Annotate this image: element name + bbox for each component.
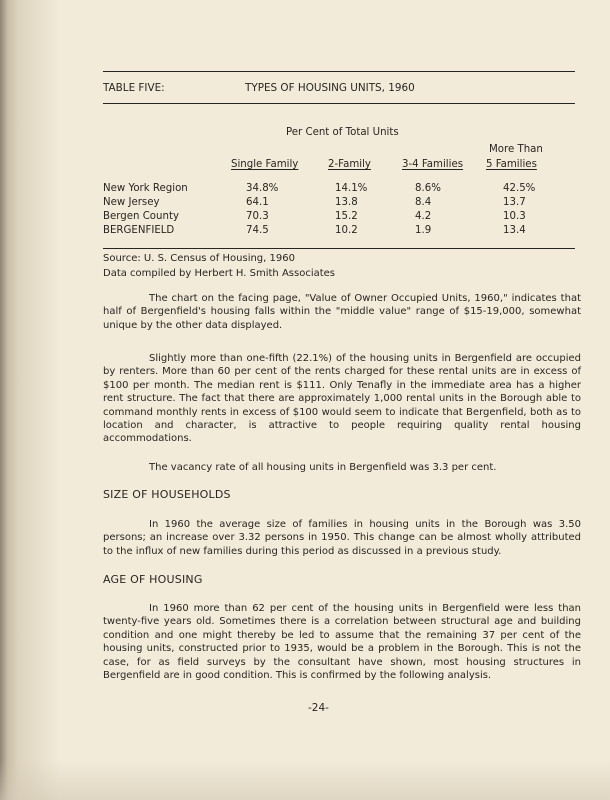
paragraph-text: In 1960 more than 62 per cent of the housing units in Bergenfield were less than twenty-five years old. Sometimes there is a correlation between structural age and building condition and one might thereby be led to assume that the remaining 37 per cent of the housing units, constructed prior to 1935, would be a problem in the Borough. This is not the case, for as field surveys by the consultant have shown, most housing structures in Bergenfield are in good condition. This is confirmed by the following analysis.: [103, 603, 581, 682]
column-header-5-families: 5 Families: [486, 159, 537, 170]
paragraph-text: The chart on the facing page, "Value of Owner Occupied Units, 1960," indicates that half of Bergenfield's housing falls within the "middle value" range of $15-19,000, somewhat unique by the other data displayed.: [103, 293, 581, 331]
cell-single-family: 70.3: [246, 211, 269, 222]
cell-2-family: 13.8: [335, 197, 358, 208]
paragraph: [103, 518, 581, 558]
paragraph: [103, 602, 581, 682]
paragraph: [103, 461, 581, 474]
paragraph-text: Slightly more than one-fifth (22.1%) of the housing units in Bergenfield are occupied by renters. More than 60 per cent of the rents charged for these rental units are in excess of $100 per month. The median rent is $111. Only Tenafly in the immediate area has a higher rent structure. The fact that there are approximately 1,000 rental units in the Borough able to command monthly rents in excess of $100 would seem to indicate that Bergenfield, both as to location and character, is attractive to people requiring quality rental housing accommodations.: [103, 353, 581, 445]
cell-3-4-families: 1.9: [415, 225, 432, 236]
row-label: Bergen County: [103, 211, 179, 222]
paragraph: [103, 352, 581, 446]
cell-5-families: 13.4: [503, 225, 526, 236]
row-label: BERGENFIELD: [103, 225, 175, 236]
compiled-by-line: Data compiled by Herbert H. Smith Associates: [103, 267, 336, 279]
column-super-header: Per Cent of Total Units: [286, 127, 399, 138]
cell-2-family: 15.2: [335, 211, 358, 222]
cell-5-families: 13.7: [503, 197, 526, 208]
paragraph-text: The vacancy rate of all housing units in Bergenfield was 3.3 per cent.: [149, 462, 497, 473]
book-binding-edge: [0, 0, 60, 800]
cell-2-family: 14.1%: [335, 183, 368, 194]
table-source: [103, 252, 335, 281]
table-row: [103, 182, 575, 196]
paragraph: [103, 292, 581, 332]
table-row: [103, 196, 575, 210]
source-line: Source: U. S. Census of Housing, 1960: [103, 253, 295, 264]
cell-2-family: 10.2: [335, 225, 358, 236]
table-bottom-rule: [103, 248, 575, 249]
table-top-rule: [103, 71, 575, 72]
table-title: TYPES OF HOUSING UNITS, 1960: [245, 82, 415, 94]
row-label: New Jersey: [103, 197, 160, 208]
table-header-rule: [103, 103, 575, 104]
column-header-prefix: More Than: [489, 144, 543, 155]
table-row: [103, 210, 575, 224]
paragraph-text: In 1960 the average size of families in housing units in the Borough was 3.50 persons; an increase over 3.32 persons in 1950. This change can be almost wholly attributed to the influx of new families during this period as discussed in a previous study.: [103, 519, 581, 557]
section-heading: AGE OF HOUSING: [103, 573, 203, 586]
column-header-3-4-families: 3-4 Families: [402, 159, 464, 170]
cell-3-4-families: 4.2: [415, 211, 432, 222]
cell-5-families: 10.3: [503, 211, 526, 222]
cell-single-family: 74.5: [246, 225, 269, 236]
cell-3-4-families: 8.4: [415, 197, 432, 208]
cell-single-family: 34.8%: [246, 183, 279, 194]
column-header-2-family: 2-Family: [328, 159, 371, 170]
column-header-single-family: Single Family: [231, 159, 299, 170]
document-page: [103, 0, 583, 800]
row-label: New York Region: [103, 183, 188, 194]
table-label: TABLE FIVE:: [103, 82, 165, 94]
section-heading: SIZE OF HOUSEHOLDS: [103, 488, 231, 501]
cell-single-family: 64.1: [246, 197, 269, 208]
table-row: [103, 224, 575, 238]
page-number: -24-: [308, 702, 329, 714]
cell-3-4-families: 8.6%: [415, 183, 441, 194]
cell-5-families: 42.5%: [503, 183, 536, 194]
